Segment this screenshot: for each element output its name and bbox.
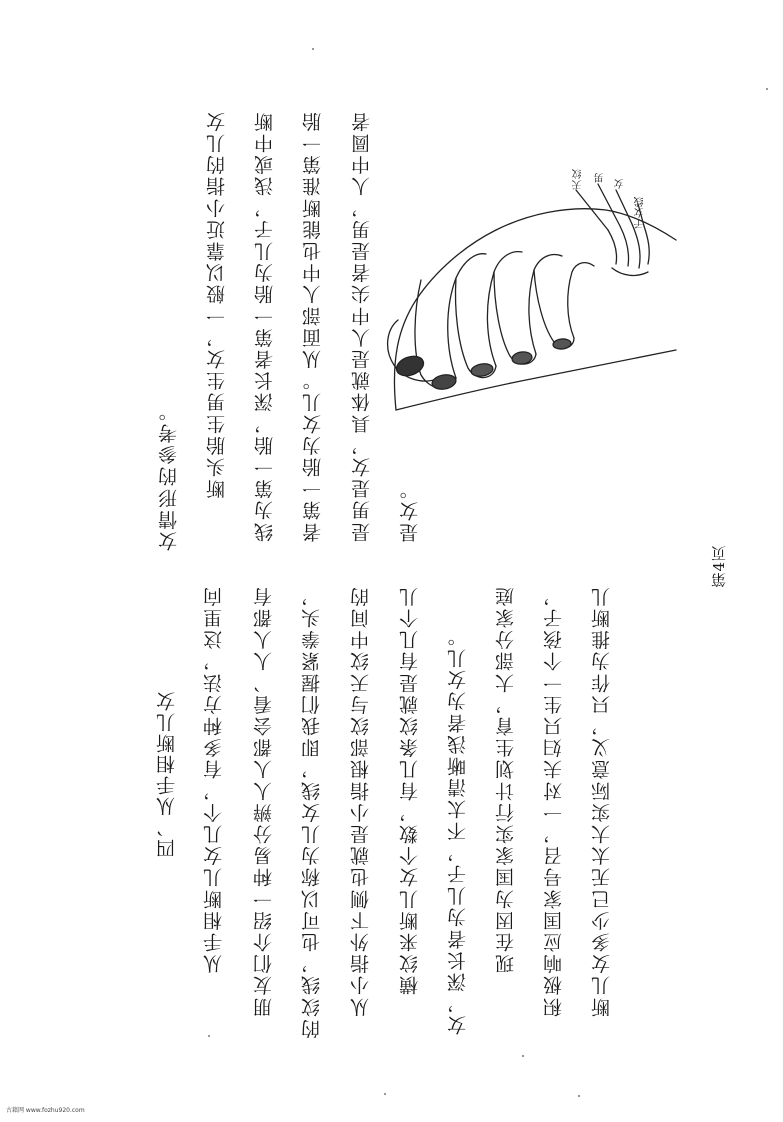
paragraph-line-8: 积极响应国家号召，一对夫妇只生一个孩子， [543,585,565,1017]
scan-speck [522,1055,524,1057]
paragraph-line-1: 从手相断儿女几个，有多种方法，这里向 [203,585,225,974]
children-lines [608,230,617,264]
finger-1 [415,280,456,388]
scan-speck [384,1093,386,1095]
paragraph-line-3: 的纹线，也可以称为儿女线，即我们握紧拳头， [301,585,323,1039]
paragraph-line-15: 是女。 [399,478,421,543]
scan-speck [578,1095,580,1097]
paragraph-line-2: 朋友们介绍一种易分辨人人都会看、人人都有 [253,585,275,1017]
paragraph-line-6: 女，深长者为儿子，不太清晰浅者为女儿。 [447,625,469,1036]
paragraph-line-12: 线为第一胎，深长者第一胎为儿子，浅或中断 [254,110,276,542]
paragraph-line-7: 现在因为国家实行计划生育，大部分家庭 [495,585,517,974]
finger-2 [456,278,497,378]
paragraph-line-4: 从小指外下侧也就是小指根部纹与天纹中间的 [350,585,372,1017]
scan-speck [766,88,768,90]
figure-label-male: 男 [595,172,606,183]
paragraph-line-10: 女情形的参考。 [158,400,180,552]
paragraph-line-9: 断儿女多少已无太大实际意义，只作为推断儿 [591,585,613,1017]
palm-outline [496,209,676,240]
page-number: 第4页 [710,545,728,588]
finger-3 [494,272,536,364]
figure-label-children-line: 子女线 [635,196,646,229]
section-title: 四、从手相断儿女 [156,690,178,858]
scan-speck [312,48,314,50]
figure-label-female: 女 [615,178,626,189]
footer-watermark: 古籍网 www.fozhu920.com [6,1107,85,1114]
paragraph-line-13: 者第一胎为女儿。从面部人中也能断准第一胎 [302,110,324,542]
paragraph-line-5: 横纹来断儿女个数，有几条纹就是有几个儿 [399,585,421,996]
figure-label-heaven-line: 天纹 [573,168,584,190]
paragraph-line-11: 断头胎生男生女，一般以靠近小指的儿女 [206,110,228,499]
scan-speck [208,1035,210,1037]
paragraph-line-14: 是男是女，具体就是人中尖者是男，人中圆者 [351,110,373,542]
